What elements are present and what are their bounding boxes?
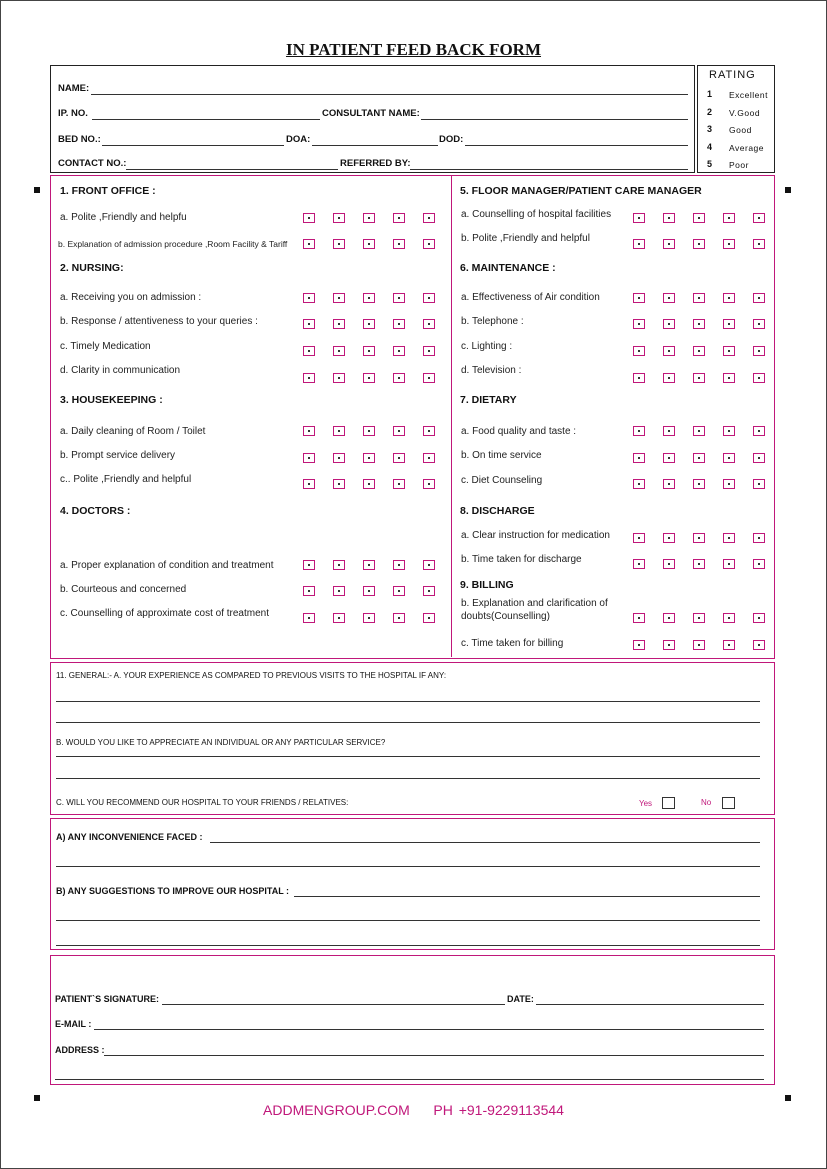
rating-checkbox-5[interactable] — [423, 213, 435, 223]
rating-checkbox-3[interactable] — [693, 373, 705, 383]
ip-no-field[interactable] — [92, 119, 320, 120]
rating-checkbox-2[interactable] — [663, 239, 675, 249]
rating-checkbox-2[interactable] — [333, 373, 345, 383]
general-question-a: 11. GENERAL:- A. YOUR EXPERIENCE AS COMPARED TO PREVIOUS VISITS TO THE HOSPITAL IF ANY: — [56, 671, 447, 680]
doa-field[interactable] — [312, 145, 438, 146]
rating-checkbox-1[interactable] — [633, 373, 645, 383]
yes-checkbox[interactable] — [662, 797, 675, 809]
rating-checkbox-1[interactable] — [303, 586, 315, 596]
question-label: b. Polite ,Friendly and helpful — [461, 233, 590, 244]
rating-checkbox-5[interactable] — [753, 533, 765, 543]
patient-signature-label: PATIENT`S SIGNATURE: — [55, 994, 159, 1004]
rating-checkbox-5[interactable] — [423, 346, 435, 356]
rating-checkbox-1[interactable] — [633, 319, 645, 329]
general-question-c: C. WILL YOU RECOMMEND OUR HOSPITAL TO YOUR FRIENDS / RELATIVES: — [56, 798, 349, 807]
rating-checkbox-4[interactable] — [393, 479, 405, 489]
answer-line-a1[interactable] — [56, 701, 760, 702]
question-label: a. Proper explanation of condition and treatment — [60, 560, 274, 571]
rating-number: 2 — [707, 107, 713, 117]
answer-line-b2[interactable] — [56, 778, 760, 779]
rating-checkbox-3[interactable] — [693, 293, 705, 303]
rating-checkbox-2[interactable] — [333, 586, 345, 596]
date-label: DATE: — [507, 994, 534, 1004]
rating-label: Good — [729, 125, 752, 135]
rating-checkbox-1[interactable] — [303, 346, 315, 356]
contact-no-label: CONTACT NO.: — [58, 158, 127, 169]
rating-checkbox-3[interactable] — [693, 533, 705, 543]
rating-checkbox-4[interactable] — [393, 453, 405, 463]
question-label: c. Counselling of approximate cost of treatment — [60, 608, 269, 619]
question-label: c. Lighting : — [461, 341, 513, 352]
rating-checkbox-2[interactable] — [333, 479, 345, 489]
dod-field[interactable] — [465, 145, 688, 146]
rating-checkbox-4[interactable] — [723, 319, 735, 329]
no-checkbox[interactable] — [722, 797, 735, 809]
suggestions-label: B) ANY SUGGESTIONS TO IMPROVE OUR HOSPITAL : — [56, 886, 290, 896]
rating-checkbox-5[interactable] — [753, 213, 765, 223]
rating-checkbox-3[interactable] — [363, 239, 375, 249]
inconvenience-label: A) ANY INCONVENIENCE FACED : — [56, 832, 203, 842]
rating-checkbox-1[interactable] — [633, 640, 645, 650]
rating-checkbox-4[interactable] — [723, 346, 735, 356]
question-label: b. Courteous and concerned — [60, 584, 187, 595]
rating-number: 3 — [707, 124, 713, 134]
rating-checkbox-3[interactable] — [693, 346, 705, 356]
question-label: c.. Polite ,Friendly and helpful — [60, 474, 192, 485]
question-label: b. Prompt service delivery — [60, 450, 176, 461]
rating-checkbox-2[interactable] — [663, 319, 675, 329]
registration-mark — [785, 187, 791, 193]
referred-by-field[interactable] — [410, 169, 688, 170]
registration-mark — [785, 1095, 791, 1101]
rating-checkbox-2[interactable] — [333, 239, 345, 249]
rating-checkbox-3[interactable] — [363, 426, 375, 436]
rating-checkbox-3[interactable] — [693, 479, 705, 489]
rating-checkbox-3[interactable] — [693, 453, 705, 463]
signature-section — [50, 955, 775, 1085]
rating-checkbox-3[interactable] — [693, 426, 705, 436]
suggestions-line-2[interactable] — [56, 920, 760, 921]
consultant-field[interactable] — [421, 119, 688, 120]
question-label: b. Explanation and clarification of doubts(Counselling) — [461, 598, 608, 622]
rating-checkbox-2[interactable] — [663, 426, 675, 436]
rating-checkbox-5[interactable] — [753, 453, 765, 463]
dod-label: DOD: — [439, 134, 464, 145]
rating-checkbox-5[interactable] — [753, 293, 765, 303]
rating-checkbox-4[interactable] — [723, 640, 735, 650]
rating-checkbox-1[interactable] — [633, 293, 645, 303]
rating-checkbox-4[interactable] — [393, 560, 405, 570]
rating-checkbox-2[interactable] — [333, 319, 345, 329]
rating-checkbox-1[interactable] — [633, 479, 645, 489]
rating-checkbox-4[interactable] — [723, 213, 735, 223]
question-label: a. Clear instruction for medication — [461, 530, 610, 541]
rating-checkbox-2[interactable] — [663, 533, 675, 543]
rating-checkbox-1[interactable] — [633, 559, 645, 569]
rating-checkbox-1[interactable] — [633, 213, 645, 223]
email-field[interactable] — [94, 1029, 764, 1030]
form-title: IN PATIENT FEED BACK FORM — [285, 40, 542, 59]
rating-label: V.Good — [729, 108, 761, 118]
rating-checkbox-4[interactable] — [723, 479, 735, 489]
rating-checkbox-3[interactable] — [363, 346, 375, 356]
section-doctors: 4. DOCTORS : — [60, 505, 131, 517]
rating-checkbox-3[interactable] — [693, 559, 705, 569]
rating-label: Average — [729, 143, 765, 153]
inconvenience-field[interactable] — [210, 842, 760, 843]
rating-checkbox-1[interactable] — [303, 239, 315, 249]
rating-checkbox-1[interactable] — [303, 453, 315, 463]
rating-checkbox-3[interactable] — [363, 560, 375, 570]
question-label: a. Daily cleaning of Room / Toilet — [60, 426, 206, 437]
rating-checkbox-3[interactable] — [363, 373, 375, 383]
rating-checkbox-2[interactable] — [333, 426, 345, 436]
question-label: b. Time taken for discharge — [461, 554, 582, 565]
doa-label: DOA: — [286, 134, 311, 145]
ip-no-label: IP. NO. — [58, 108, 88, 119]
rating-checkbox-4[interactable] — [393, 239, 405, 249]
rating-checkbox-4[interactable] — [723, 533, 735, 543]
rating-checkbox-5[interactable] — [423, 319, 435, 329]
rating-checkbox-1[interactable] — [303, 613, 315, 623]
consultant-label: CONSULTANT NAME: — [322, 108, 420, 119]
name-label: NAME: — [58, 83, 90, 94]
question-label: d. Clarity in communication — [60, 365, 181, 376]
section-maintenance: 6. MAINTENANCE : — [460, 262, 556, 274]
question-label: a. Receiving you on admission : — [60, 292, 202, 303]
footer-contact: ADDMENGROUP.COM PH +91-9229113544 — [263, 1102, 564, 1118]
rating-checkbox-5[interactable] — [423, 426, 435, 436]
rating-checkbox-1[interactable] — [303, 560, 315, 570]
bed-no-field[interactable] — [102, 145, 284, 146]
registration-mark — [34, 1095, 40, 1101]
rating-checkbox-4[interactable] — [393, 213, 405, 223]
rating-checkbox-4[interactable] — [393, 293, 405, 303]
section-front-office: 1. FRONT OFFICE : — [60, 185, 156, 197]
rating-checkbox-3[interactable] — [363, 453, 375, 463]
rating-checkbox-3[interactable] — [693, 319, 705, 329]
referred-by-label: REFERRED BY: — [340, 158, 411, 169]
rating-checkbox-4[interactable] — [723, 559, 735, 569]
rating-label: Excellent — [729, 90, 768, 100]
rating-checkbox-4[interactable] — [393, 613, 405, 623]
rating-checkbox-1[interactable] — [303, 213, 315, 223]
rating-number: 5 — [707, 159, 713, 169]
address-field[interactable] — [104, 1055, 764, 1056]
address-label: ADDRESS : — [55, 1045, 105, 1055]
question-label: a. Polite ,Friendly and helpfu — [60, 212, 187, 223]
answer-line-b1[interactable] — [56, 756, 760, 757]
rating-checkbox-5[interactable] — [753, 239, 765, 249]
rating-checkbox-5[interactable] — [753, 559, 765, 569]
rating-title: RATING — [709, 69, 756, 81]
rating-checkbox-5[interactable] — [423, 613, 435, 623]
rating-checkbox-5[interactable] — [423, 586, 435, 596]
rating-label: Poor — [729, 160, 749, 170]
question-label: a. Counselling of hospital facilities — [461, 209, 612, 220]
rating-checkbox-3[interactable] — [363, 319, 375, 329]
rating-checkbox-2[interactable] — [663, 479, 675, 489]
question-label: b. Telephone : — [461, 316, 524, 327]
rating-checkbox-2[interactable] — [663, 453, 675, 463]
rating-checkbox-3[interactable] — [363, 479, 375, 489]
question-label: b. On time service — [461, 450, 542, 461]
column-divider — [451, 175, 452, 657]
rating-checkbox-1[interactable] — [303, 479, 315, 489]
rating-checkbox-1[interactable] — [633, 453, 645, 463]
contact-no-field[interactable] — [126, 169, 338, 170]
rating-legend-box — [697, 65, 775, 173]
rating-checkbox-4[interactable] — [723, 613, 735, 623]
rating-checkbox-2[interactable] — [663, 346, 675, 356]
rating-checkbox-1[interactable] — [633, 613, 645, 623]
rating-checkbox-2[interactable] — [663, 613, 675, 623]
rating-checkbox-3[interactable] — [363, 586, 375, 596]
rating-checkbox-1[interactable] — [633, 239, 645, 249]
bed-no-label: BED NO.: — [58, 134, 101, 145]
question-label: c. Timely Medication — [60, 341, 151, 352]
patient-signature-field[interactable] — [162, 1004, 505, 1005]
rating-checkbox-2[interactable] — [663, 640, 675, 650]
rating-checkbox-4[interactable] — [393, 346, 405, 356]
question-label: a. Food quality and taste : — [461, 426, 577, 437]
rating-checkbox-1[interactable] — [633, 346, 645, 356]
date-field[interactable] — [536, 1004, 764, 1005]
rating-checkbox-3[interactable] — [363, 293, 375, 303]
email-label: E-MAIL : — [55, 1019, 92, 1029]
rating-checkbox-5[interactable] — [753, 319, 765, 329]
rating-checkbox-5[interactable] — [423, 239, 435, 249]
rating-checkbox-5[interactable] — [753, 373, 765, 383]
rating-checkbox-4[interactable] — [723, 426, 735, 436]
rating-checkbox-2[interactable] — [663, 293, 675, 303]
rating-checkbox-4[interactable] — [393, 586, 405, 596]
question-label: d. Television : — [461, 365, 522, 376]
question-label: c. Diet Counseling — [461, 475, 543, 486]
question-label: c. Time taken for billing — [461, 638, 564, 649]
rating-checkbox-1[interactable] — [303, 293, 315, 303]
rating-checkbox-4[interactable] — [723, 293, 735, 303]
answer-line-a2[interactable] — [56, 722, 760, 723]
rating-checkbox-3[interactable] — [693, 213, 705, 223]
name-field[interactable] — [91, 94, 688, 95]
rating-checkbox-4[interactable] — [723, 453, 735, 463]
rating-checkbox-2[interactable] — [333, 213, 345, 223]
rating-checkbox-4[interactable] — [723, 239, 735, 249]
rating-checkbox-2[interactable] — [663, 559, 675, 569]
section-nursing: 2. NURSING: — [60, 262, 124, 274]
rating-checkbox-4[interactable] — [393, 373, 405, 383]
rating-checkbox-2[interactable] — [663, 213, 675, 223]
general-question-b: B. WOULD YOU LIKE TO APPRECIATE AN INDIVIDUAL OR ANY PARTICULAR SERVICE? — [56, 738, 386, 747]
rating-checkbox-5[interactable] — [753, 640, 765, 650]
question-label: b. Response / attentiveness to your queries : — [60, 316, 258, 327]
suggestions-line-3[interactable] — [56, 945, 760, 946]
rating-checkbox-1[interactable] — [633, 533, 645, 543]
rating-checkbox-5[interactable] — [753, 613, 765, 623]
yes-label: Yes — [639, 799, 653, 808]
rating-checkbox-4[interactable] — [393, 319, 405, 329]
section-discharge: 8. DISCHARGE — [460, 505, 535, 517]
question-label: a. Effectiveness of Air condition — [461, 292, 600, 303]
rating-checkbox-5[interactable] — [423, 479, 435, 489]
rating-checkbox-3[interactable] — [363, 213, 375, 223]
rating-checkbox-3[interactable] — [693, 613, 705, 623]
rating-checkbox-2[interactable] — [663, 373, 675, 383]
section-floor-manager: 5. FLOOR MANAGER/PATIENT CARE MANAGER — [460, 185, 702, 197]
section-dietary: 7. DIETARY — [460, 394, 517, 406]
section-billing: 9. BILLING — [460, 579, 514, 591]
rating-checkbox-5[interactable] — [423, 293, 435, 303]
no-label: No — [701, 798, 712, 807]
address-line-2[interactable] — [55, 1079, 764, 1080]
rating-checkbox-4[interactable] — [393, 426, 405, 436]
rating-checkbox-3[interactable] — [693, 239, 705, 249]
rating-checkbox-5[interactable] — [753, 426, 765, 436]
rating-checkbox-5[interactable] — [423, 453, 435, 463]
rating-checkbox-5[interactable] — [753, 479, 765, 489]
rating-checkbox-5[interactable] — [423, 373, 435, 383]
rating-checkbox-1[interactable] — [303, 319, 315, 329]
section-housekeeping: 3. HOUSEKEEPING : — [60, 394, 163, 406]
rating-number: 4 — [707, 142, 713, 152]
rating-checkbox-4[interactable] — [723, 373, 735, 383]
rating-checkbox-2[interactable] — [333, 293, 345, 303]
question-label: b. Explanation of admission procedure ,Room Facility & Tariff — [58, 239, 288, 249]
rating-checkbox-2[interactable] — [333, 560, 345, 570]
registration-mark — [34, 187, 40, 193]
suggestions-field[interactable] — [294, 896, 760, 897]
rating-checkbox-1[interactable] — [303, 373, 315, 383]
rating-checkbox-1[interactable] — [633, 426, 645, 436]
rating-number: 1 — [707, 89, 713, 99]
rating-checkbox-3[interactable] — [363, 613, 375, 623]
rating-checkbox-2[interactable] — [333, 613, 345, 623]
rating-checkbox-5[interactable] — [423, 560, 435, 570]
inconvenience-line-2[interactable] — [56, 866, 760, 867]
rating-checkbox-5[interactable] — [753, 346, 765, 356]
rating-checkbox-2[interactable] — [333, 453, 345, 463]
rating-checkbox-3[interactable] — [693, 640, 705, 650]
rating-checkbox-2[interactable] — [333, 346, 345, 356]
rating-checkbox-1[interactable] — [303, 426, 315, 436]
